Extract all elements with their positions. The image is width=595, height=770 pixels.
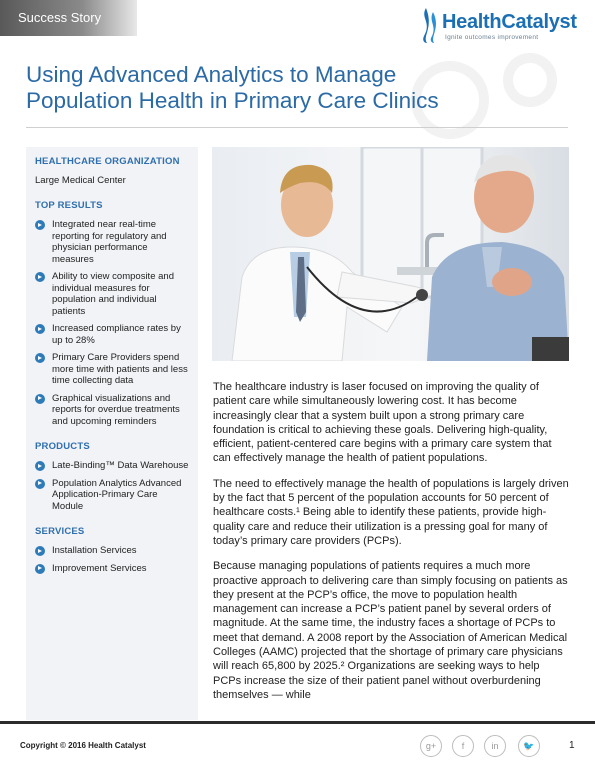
bullet-arrow-icon	[35, 546, 45, 556]
page-number: 1	[569, 740, 575, 751]
health-catalyst-logo	[418, 6, 588, 46]
result-text: Integrated near real-time reporting for regulatory and physician performance measures	[52, 219, 167, 265]
org-heading: HEALTHCARE ORGANIZATION	[35, 156, 180, 167]
doctor-patient-photo	[212, 147, 569, 361]
result-text: Graphical visualizations and reports for overdue treatments and upcoming reminders	[52, 392, 180, 427]
services-heading: SERVICES	[35, 526, 85, 537]
bullet-arrow-icon	[35, 461, 45, 471]
list-item	[35, 478, 190, 513]
twitter-icon[interactable]: 🐦	[518, 735, 540, 757]
products-heading: PRODUCTS	[35, 441, 90, 452]
list-item	[35, 545, 190, 557]
paragraph: The need to effectively manage the health of populations is largely driven by the fact that 5 percent of the population accounts for 50 percent of healthcare costs.¹ Being able to identify these patients, provide high-quality care and reduce their utilization is a pressing goal for many of today’s primary care providers (PCPs).	[213, 477, 569, 547]
paragraph: The healthcare industry is laser focused on improving the quality of patient care while simultaneously lowering cost. It has become increasingly clear that a system built upon a strong primary care foundation is critical to achieving these goals. Delivering high-quality, efficient, patient-centered care begins with a primary care system that can effectively manage the health of patient populations.	[213, 381, 552, 465]
org-value: Large Medical Center	[35, 175, 126, 186]
title-divider	[26, 127, 568, 128]
page-title: Using Advanced Analytics to Manage Population Health in Primary Care Clinics	[26, 62, 439, 113]
services-list	[35, 545, 190, 574]
bullet-arrow-icon	[35, 220, 45, 230]
google-plus-icon[interactable]: g+	[420, 735, 442, 757]
list-item	[35, 219, 190, 265]
result-text: Increased compliance rates by up to 28%	[52, 323, 181, 346]
bullet-arrow-icon	[35, 353, 45, 363]
result-text: Primary Care Providers spend more time with patients and less time collecting data	[52, 352, 188, 386]
logo-tagline: Ignite outcomes improvement	[445, 34, 539, 41]
bullet-arrow-icon	[35, 394, 45, 404]
product-text: Late-Binding™ Data Warehouse	[52, 460, 189, 471]
list-item	[35, 563, 190, 575]
list-item	[35, 323, 190, 346]
list-item	[35, 460, 190, 472]
service-text: Improvement Services	[52, 562, 147, 574]
copyright-text: Copyright © 2016 Health Catalyst	[20, 741, 146, 750]
bullet-arrow-icon	[35, 479, 45, 489]
paragraph: Because managing populations of patients requires a much more proactive approach to delivering care than simply focusing on patients as they present at the PCP’s office, the move to population health management can increase a PCP’s patient panel by several orders of magnitude. At the same time, the industry faces a shortage of PCPs to meet that demand. A 2008 report by the Association of American Medical Colleges (AAMC) projected that the shortage of primary care physicians will reach 65,800 by 2025.² Organizations are seeking ways to help PCPs increase the size of their patient panel without overburdening themselves — while	[213, 560, 568, 701]
products-list	[35, 460, 190, 512]
list-item	[35, 271, 190, 317]
bullet-arrow-icon	[35, 324, 45, 334]
flame-icon	[418, 6, 442, 44]
result-text: Ability to view composite and individual measures for population and individual patients	[52, 271, 174, 317]
logo-wordmark: HealthCatalyst	[442, 11, 577, 33]
service-text: Installation Services	[52, 545, 137, 556]
article-body	[213, 380, 569, 713]
list-item	[35, 393, 190, 428]
sidebar	[26, 147, 198, 720]
bullet-arrow-icon	[35, 272, 45, 282]
results-list	[35, 219, 190, 427]
results-heading: TOP RESULTS	[35, 200, 103, 211]
footer-divider	[0, 721, 595, 724]
success-story-tag: Success Story	[0, 0, 137, 36]
bullet-arrow-icon	[35, 564, 45, 574]
facebook-icon[interactable]: f	[452, 735, 474, 757]
list-item	[35, 352, 190, 387]
product-text: Population Analytics Advanced Application-Primary Care Module	[52, 477, 182, 512]
linkedin-icon[interactable]: in	[484, 735, 506, 757]
